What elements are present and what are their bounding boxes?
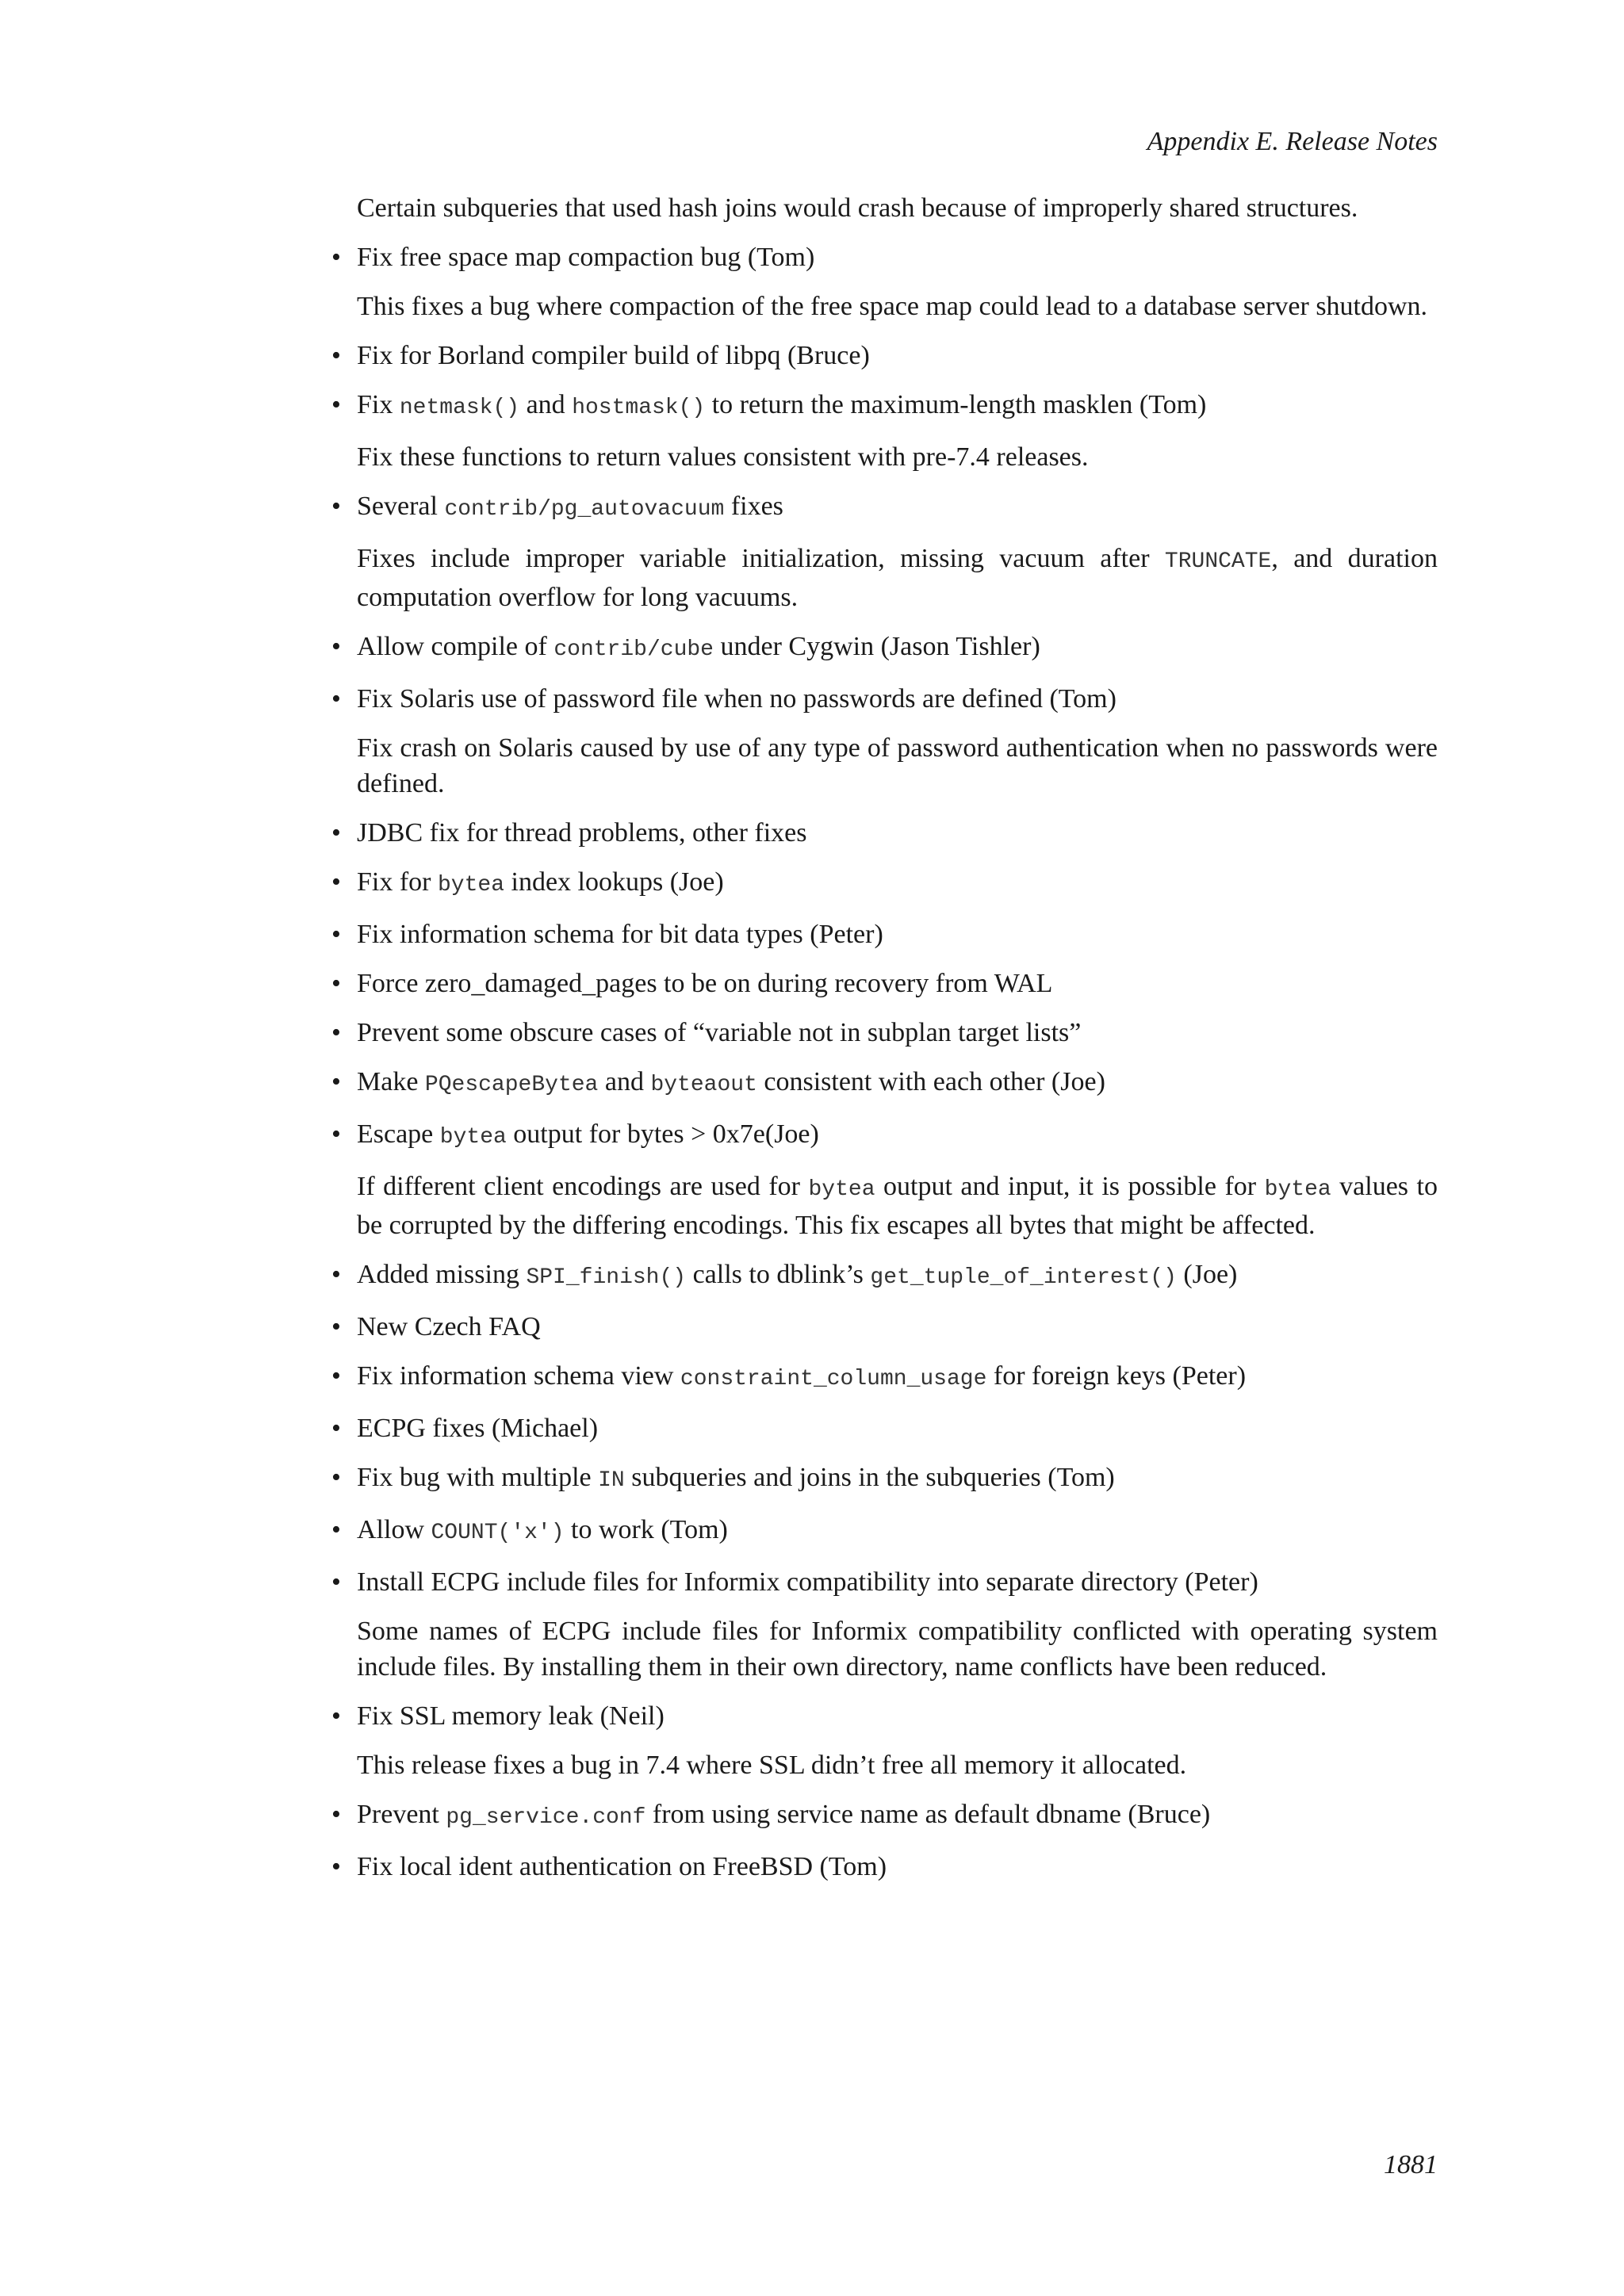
list-item [331, 1512, 1438, 1551]
code-pg-service-conf: pg_service.conf [446, 1805, 646, 1830]
release-notes-body [331, 190, 1438, 1898]
item-text: Fix information schema view [357, 1361, 680, 1391]
item-text: under Cygwin (Jason Tishler) [713, 632, 1040, 661]
item-text: Force zero_damaged_pages to be on during recovery from WAL [357, 969, 1053, 998]
item-text: Fix SSL memory leak (Neil) [357, 1701, 665, 1731]
item-description: This release fixes a bug in 7.4 where SSL didn’t free all memory it allocated. [357, 1751, 1187, 1780]
item-text: Fix free space map compaction bug (Tom) [357, 243, 815, 272]
item-text: Fix for [357, 867, 438, 897]
bullet: • [331, 920, 341, 949]
code-contrib-cube: contrib/cube [553, 637, 714, 662]
list-item [331, 864, 1438, 903]
bullet: • [331, 684, 341, 714]
list-item [331, 1849, 1438, 1885]
item-text: New Czech FAQ [357, 1312, 541, 1341]
bullet: • [331, 1312, 341, 1341]
bullet: • [331, 1018, 341, 1047]
list-item [331, 629, 1438, 668]
code-get-tuple-of-interest: get_tuple_of_interest() [870, 1265, 1177, 1290]
item-text: Fix bug with multiple [357, 1463, 599, 1492]
list-item [331, 1309, 1438, 1345]
item-text: Allow compile of [357, 632, 554, 661]
item-text: Several [357, 492, 445, 521]
bullet: • [331, 1067, 341, 1096]
item-text: Escape [357, 1119, 440, 1149]
code-truncate: TRUNCATE [1164, 549, 1272, 574]
bullet: • [331, 1414, 341, 1443]
item-text: Allow [357, 1515, 431, 1544]
item-description: Fix these functions to return values consistent with pre-7.4 releases. [357, 442, 1089, 472]
code-constraint-column-usage: constraint_column_usage [680, 1367, 987, 1391]
item-text: consistent with each other (Joe) [756, 1067, 1105, 1096]
running-header: Appendix E. Release Notes [1147, 127, 1438, 156]
intro-paragraph: Certain subqueries that used hash joins would crash because of improperly shared structures. [357, 193, 1358, 223]
item-description [357, 1169, 1438, 1243]
list-item [331, 338, 1438, 373]
bullet: • [331, 1567, 341, 1597]
code-bytea: bytea [808, 1177, 875, 1202]
item-text: Fix local ident authentication on FreeBSD (Tom) [357, 1852, 887, 1881]
item-text: Fix [357, 390, 400, 419]
list-item [331, 488, 1438, 527]
list-item [331, 1064, 1438, 1103]
item-description: Fix crash on Solaris caused by use of any type of password authentication when no passwords were defined. [357, 733, 1438, 798]
item-text: ECPG fixes (Michael) [357, 1414, 599, 1443]
item-text: Install ECPG include files for Informix compatibility into separate directory (Peter) [357, 1567, 1258, 1597]
list-item [331, 1116, 1438, 1155]
bullet: • [331, 390, 341, 419]
bullet: • [331, 1260, 341, 1289]
bullet: • [331, 969, 341, 998]
list-item [331, 1257, 1438, 1295]
bullet: • [331, 341, 341, 370]
desc-text: If different client encodings are used for [357, 1172, 809, 1201]
list-item [331, 681, 1438, 717]
item-text: Added missing [357, 1260, 527, 1289]
item-text: output for bytes > 0x7e(Joe) [506, 1119, 819, 1149]
item-text: Fix Solaris use of password file when no passwords are defined (Tom) [357, 684, 1116, 714]
bullet: • [331, 1463, 341, 1492]
bullet: • [331, 1800, 341, 1829]
bullet: • [331, 1515, 341, 1544]
item-text: and [598, 1067, 651, 1096]
list-item [331, 1358, 1438, 1397]
code-bytea: bytea [438, 873, 505, 897]
bullet: • [331, 492, 341, 521]
code-spi-finish: SPI_finish() [526, 1265, 687, 1290]
list-item [331, 1564, 1438, 1600]
item-text: JDBC fix for thread problems, other fixes [357, 818, 807, 848]
list-item [331, 239, 1438, 275]
item-text: Make [357, 1067, 425, 1096]
item-text: Fix information schema for bit data types (Peter) [357, 920, 883, 949]
code-byteaout: byteaout [650, 1073, 757, 1097]
list-item [331, 1015, 1438, 1050]
code-netmask: netmask() [399, 396, 520, 420]
desc-text: , and duration computation overflow for long vacuums. [357, 544, 1438, 612]
bullet: • [331, 1701, 341, 1731]
bullet: • [331, 632, 341, 661]
item-text: index lookups (Joe) [504, 867, 724, 897]
list-item [331, 1797, 1438, 1835]
item-text: (Joe) [1176, 1260, 1238, 1289]
list-item [331, 1698, 1438, 1734]
item-text: subqueries and joins in the subqueries (Tom) [624, 1463, 1115, 1492]
list-item [331, 387, 1438, 426]
code-bytea: bytea [1264, 1177, 1331, 1202]
code-bytea: bytea [439, 1125, 507, 1150]
item-text: Fix for Borland compiler build of libpq (Bruce) [357, 341, 870, 370]
code-in: IN [598, 1468, 625, 1493]
list-item [331, 815, 1438, 851]
item-text: calls to dblink’s [686, 1260, 871, 1289]
bullet: • [331, 243, 341, 272]
page-number: 1881 [1384, 2150, 1438, 2179]
code-count: COUNT('x') [431, 1521, 565, 1545]
desc-text: values to be corrupted by the differing encodings. This fix escapes all bytes that might be affected. [357, 1172, 1438, 1240]
item-text: fixes [724, 492, 783, 521]
list-item [331, 966, 1438, 1001]
item-description [357, 541, 1438, 615]
item-text: to work (Tom) [564, 1515, 728, 1544]
desc-text: output and input, it is possible for [875, 1172, 1265, 1201]
desc-text: Fixes include improper variable initialization, missing vacuum after [357, 544, 1165, 573]
item-text: Prevent some obscure cases of “variable not in subplan target lists” [357, 1018, 1082, 1047]
item-text: Prevent [357, 1800, 446, 1829]
bullet: • [331, 818, 341, 848]
item-text: from using service name as default dbname (Bruce) [645, 1800, 1211, 1829]
code-pg-autovacuum: contrib/pg_autovacuum [444, 497, 725, 522]
bullet: • [331, 1119, 341, 1149]
item-description: Some names of ECPG include files for Informix compatibility conflicted with operating system include files. By installing them in their own directory, name conflicts have been reduced. [357, 1617, 1438, 1682]
bullet: • [331, 867, 341, 897]
list-item [331, 1460, 1438, 1498]
list-item [331, 916, 1438, 952]
item-text: for foreign keys (Peter) [986, 1361, 1247, 1391]
item-text: and [519, 390, 573, 419]
bullet: • [331, 1852, 341, 1881]
list-item [331, 1410, 1438, 1446]
code-hostmask: hostmask() [572, 396, 706, 420]
bullet: • [331, 1361, 341, 1391]
item-description: This fixes a bug where compaction of the free space map could lead to a database server shutdown. [357, 292, 1428, 321]
item-text: to return the maximum-length masklen (Tom) [705, 390, 1207, 419]
code-pqescapebytea: PQescapeBytea [424, 1073, 599, 1097]
